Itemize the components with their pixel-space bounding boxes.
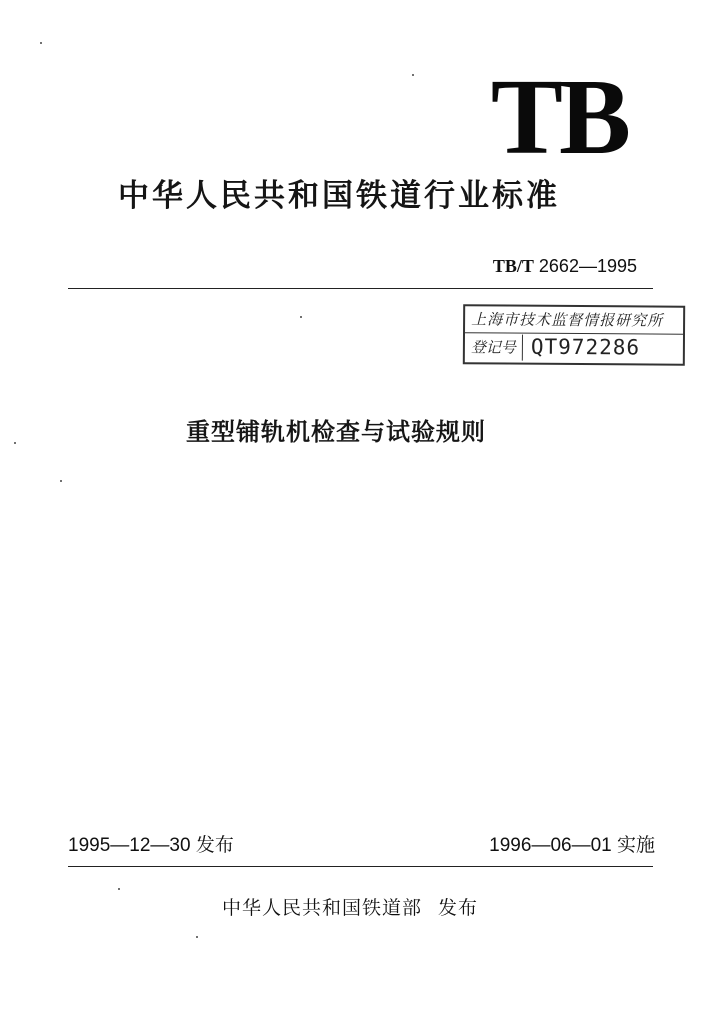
stamp-reg-label: 登记号 — [465, 334, 523, 360]
document-title: 重型铺轨机检查与试验规则 — [186, 418, 486, 446]
release-date: 1995—12—30 发布 — [68, 835, 234, 856]
publisher-name: 中华人民共和国铁道部 — [222, 897, 423, 919]
scan-speck — [196, 936, 198, 938]
implementation-date: 1996—06—01 实施 — [489, 835, 655, 856]
standard-code-prefix: TB/T — [492, 256, 534, 276]
scan-speck — [118, 888, 120, 890]
publisher-action: 发布 — [438, 897, 479, 919]
scan-speck — [300, 316, 302, 318]
bottom-divider — [68, 866, 653, 867]
stamp-registration-row — [465, 334, 683, 362]
standard-category-title: 中华人民共和国铁道行业标准 — [118, 178, 560, 214]
scan-speck — [40, 42, 42, 44]
scan-speck — [14, 442, 16, 444]
standard-code — [493, 256, 637, 277]
scan-speck — [412, 74, 414, 76]
standard-code-number: 2662—1995 — [538, 256, 637, 276]
scan-speck — [60, 480, 62, 482]
stamp-reg-number: QT972286 — [530, 334, 641, 360]
registration-stamp — [463, 304, 685, 366]
tb-logo: TB — [490, 58, 627, 177]
publisher-line — [222, 893, 478, 920]
top-divider — [68, 288, 653, 289]
stamp-institution: 上海市技术监督情报研究所 — [465, 306, 683, 335]
